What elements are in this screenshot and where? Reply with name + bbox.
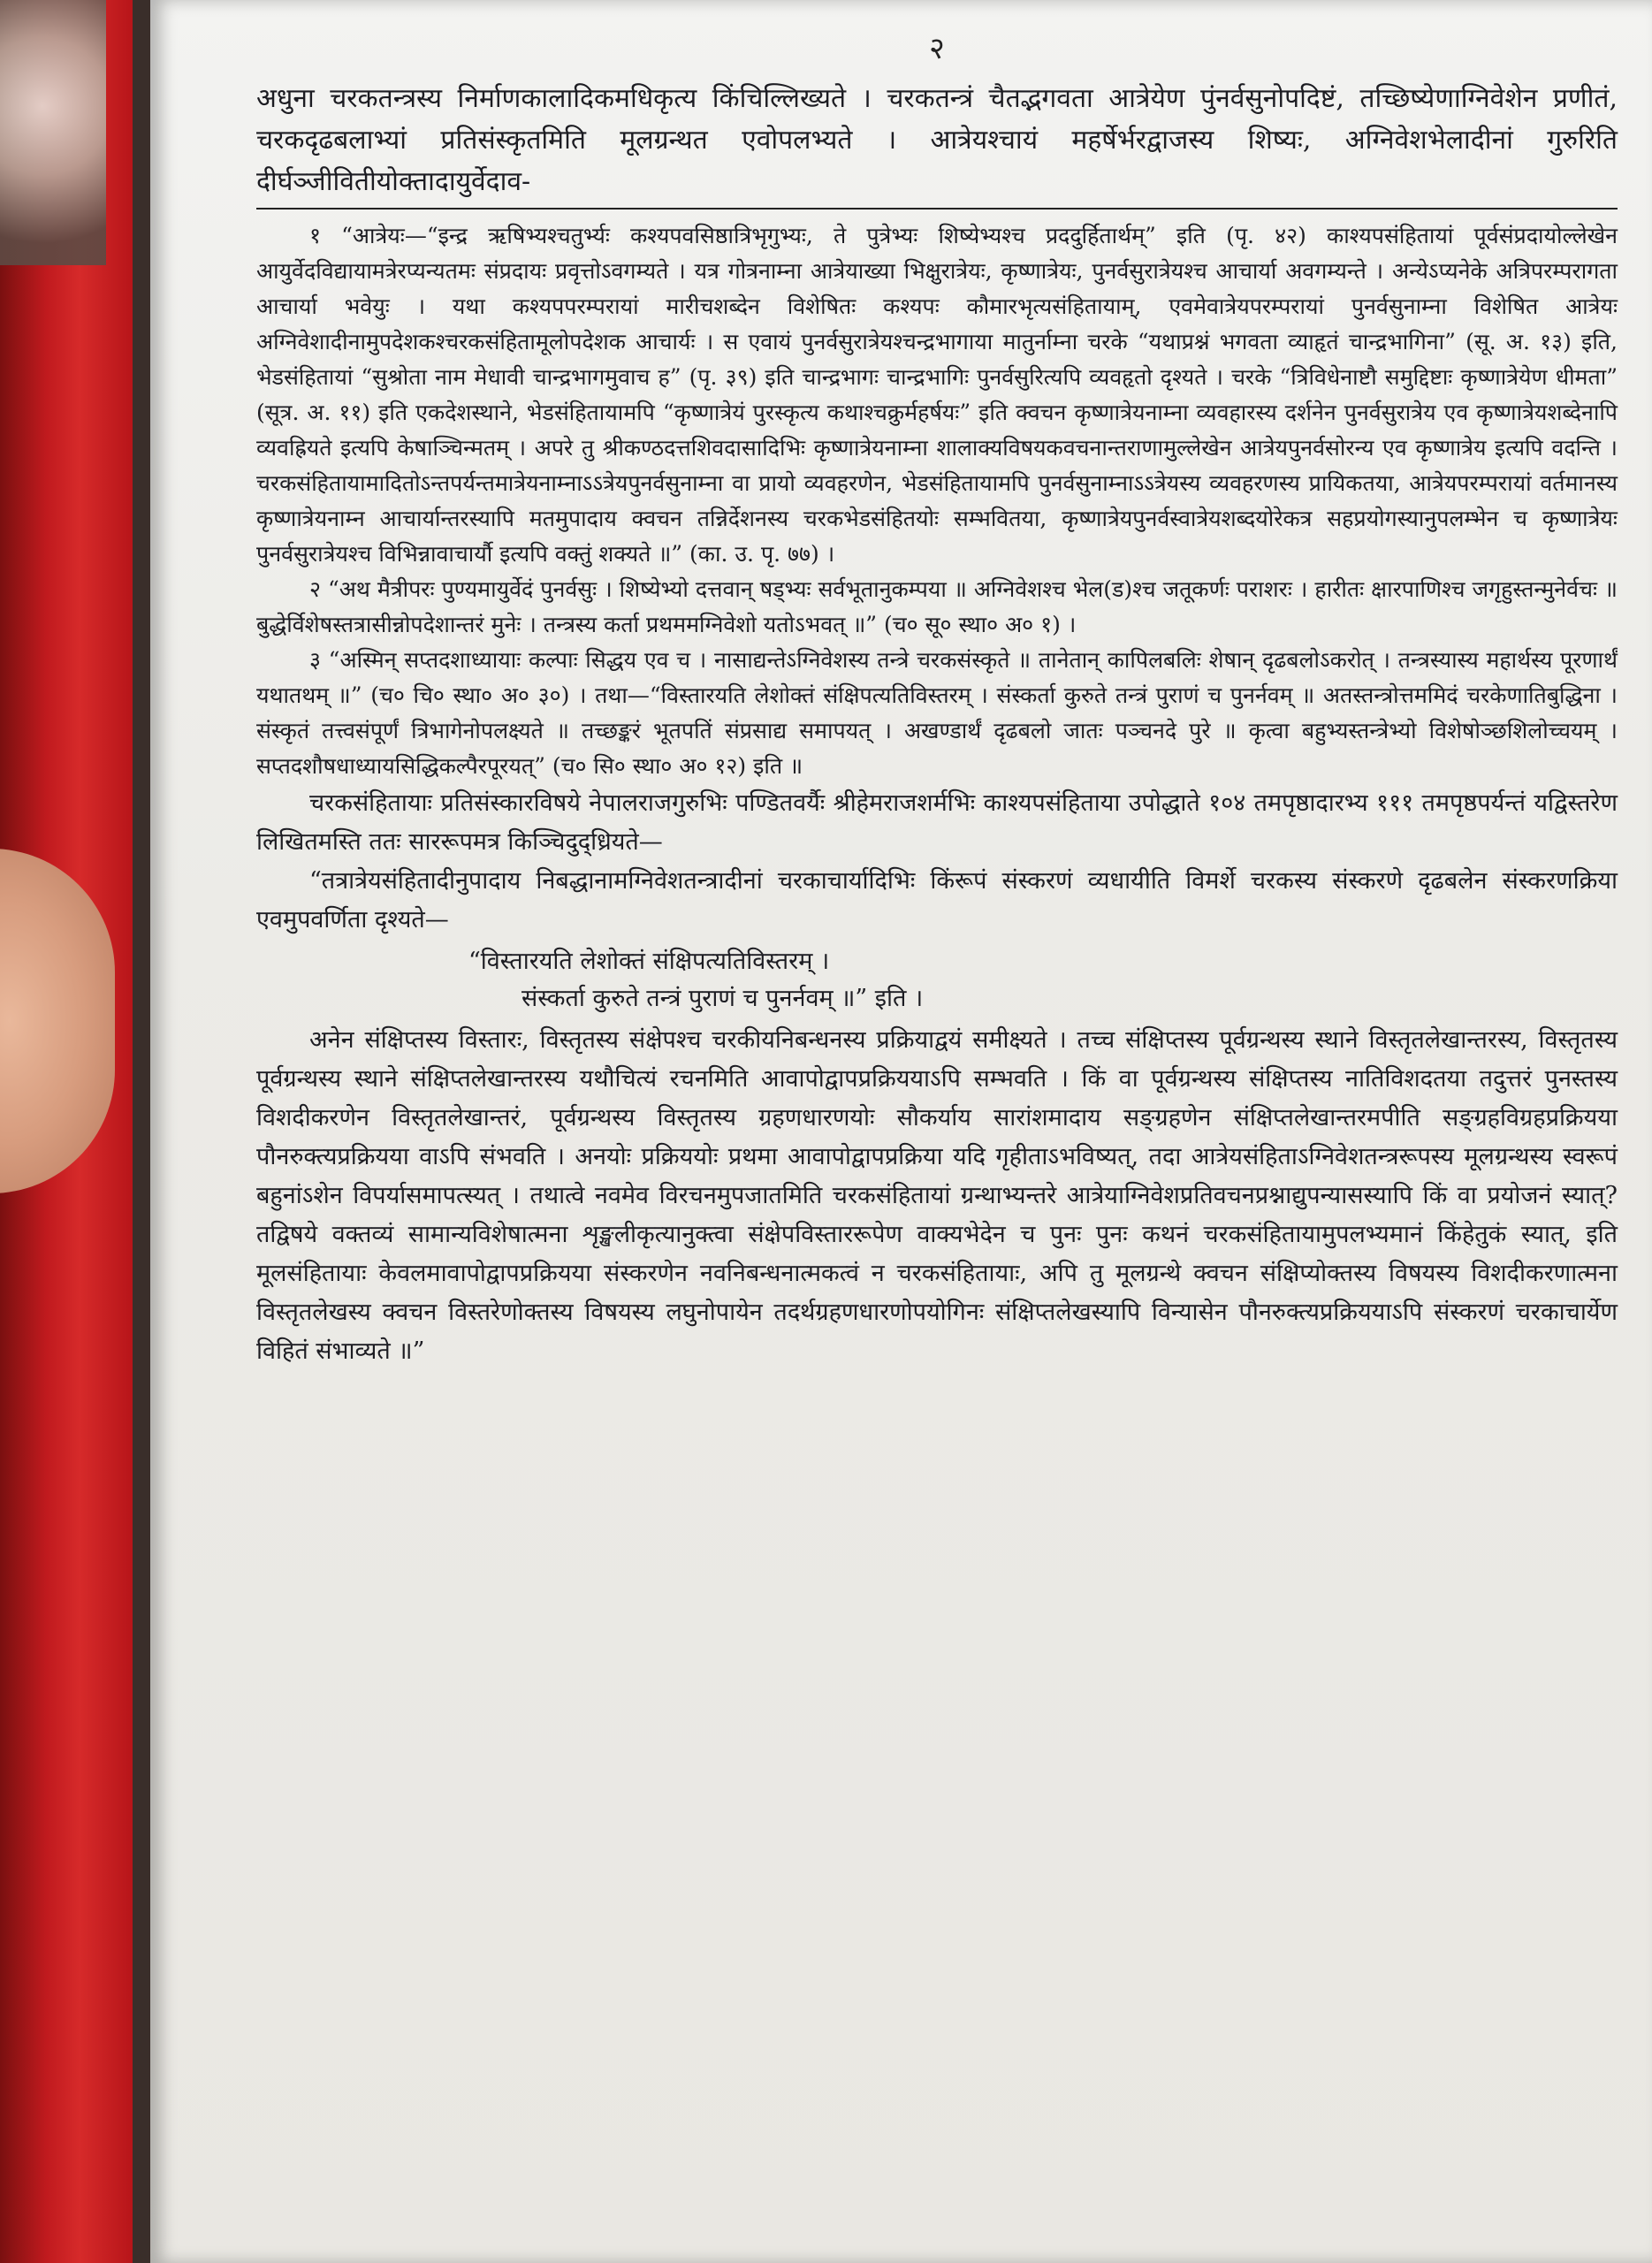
footnote-1: १ “आत्रेयः—“इन्द्र ऋषिभ्यश्चतुर्भ्यः कश्यपवसिष्ठात्रिभृगुभ्यः, ते पुत्रेभ्यः शिष्येभ्यश्च प्रददुर्हितार्थम्” इति (पृ. ४२) काश्यपसंहितायां पूर्वसंप्रदायोल्लेखेन आयुर्वेदविद्यायामत्रेरप्यन्यतमः संप्रदायः प्रवृत्तोऽवगम्यते । यत्र गोत्रनाम्ना आत्रेयाख्या भिक्षुरात्रेयः, कृष्णात्रेयः, पुनर्वसुरात्रेयश्च आचार्या अवगम्यन्ते । अन्येऽप्यनेके अत्रिपरम्परागता आचार्या भवेयुः । यथा कश्यपपरम्परायां मारीचशब्देन विशेषितः कश्यपः कौमारभृत्यसंहितायाम्, एवमेवात्रेयपरम्परायां पुनर्वसुनाम्ना विशेषित आत्रेयः अग्निवेशादीनामुपदेशकश्चरकसंहितामूलोपदेशक आचार्यः । स एवायं पुनर्वसुरात्रेयश्चन्द्रभागाया मातुर्नाम्ना चरके “यथाप्रश्नं भगवता व्याहृतं चान्द्रभागिना” (सू. अ. १३) इति, भेडसंहितायां “सुश्रोता नाम मेधावी चान्द्रभागमुवाच ह” (पृ. ३९) इति चान्द्रभागः चान्द्रभागिः पुनर्वसुरित्यपि व्यवहृतो दृश्यते । चरके “त्रिविधेनाष्टौ समुद्दिष्टाः कृष्णात्रेयेण धीमता” (सूत्र. अ. ११) इति एकदेशस्थाने, भेडसंहितायामपि “कृष्णात्रेयं पुरस्कृत्य कथाश्चक्रुर्महर्षयः” इति क्वचन कृष्णात्रेयनाम्ना व्यवहारस्य दर्शनेन पुनर्वसुरात्रेय एव कृष्णात्रेयशब्देनापि व्यवह्रियते इत्यपि केषाञ्चिन्मतम् । अपरे तु श्रीकण्ठदत्तशिवदासादिभिः कृष्णात्रेयनाम्ना शालाक्यविषयकवचनान्तराणामुल्लेखेन आत्रेयपुनर्वसोरन्य एव कृष्णात्रेय इत्यपि वदन्ति । चरकसंहितायामादितोऽन्तपर्यन्तमात्रेयनाम्नाऽऽत्रेयपुनर्वसुनाम्ना वा प्रायो व्यवहरणेन, भेडसंहितायामपि पुनर्वसुनाम्नाऽऽत्रेयस्य व्यवहरणस्य प्रायिकतया, आत्रेयपरम्परायां वर्तमानस्य कृष्णात्रेयनाम्न आचार्यान्तरस्यापि मतमुपादाय क्वचन तन्निर्देशनस्य चरकभेडसंहितयोः सम्भवितया, कृष्णात्रेयपुनर्वस्वात्रेयशब्दयोरेकत्र सहप्रयोगस्यानुपलम्भेन च कृष्णात्रेयः पुनर्वसुरात्रेयश्च विभिन्नावाचार्यौ इत्यपि वक्तुं शक्यते ॥” (का. उ. पृ. ७७) । (256, 223, 1618, 567)
footnotes-section (256, 218, 1618, 784)
verse-block (468, 943, 1618, 1017)
body-paragraph-2: “तत्रात्रेयसंहितादीनुपादाय निबद्धानामग्निवेशतन्त्रादीनां चरकाचार्यादिभिः किंरूपं संस्करणं व्यधायीति विमर्शे चरकस्य संस्करणे दृढबलेन संस्करणक्रिया एवमुपवर्णिता दृश्यते— (256, 867, 1618, 933)
book-page (150, 0, 1652, 2263)
footnote-2: २ “अथ मैत्रीपरः पुण्यमायुर्वेदं पुनर्वसुः । शिष्येभ्यो दत्तवान् षड्भ्यः सर्वभूतानुकम्पया ॥ अग्निवेशश्च भेल(ड)श्च जतूकर्णः पराशरः । हारीतः क्षारपाणिश्च जगृहुस्तन्मुनेर्वचः ॥ बुद्धेर्विशेषस्तत्रासीन्नोपदेशान्तरं मुनेः । तन्त्रस्य कर्ता प्रथममग्निवेशो यतोऽभवत् ॥” (च० सू० स्था० अ० १) । (256, 576, 1618, 637)
page-number: २ (929, 31, 945, 66)
footnote-3: ३ “अस्मिन् सप्तदशाध्यायाः कल्पाः सिद्धय एव च । नासाद्यन्तेऽग्निवेशस्य तन्त्रे चरकसंस्कृते ॥ तानेतान् कापिलबलिः शेषान् दृढबलोऽकरोत् । तन्त्रस्यास्य महार्थस्य पूरणार्थं यथातथम् ॥” (च० चि० स्था० अ० ३०) । तथा—“विस्तारयति लेशोक्तं संक्षिपत्यतिविस्तरम् । संस्कर्ता कुरुते तन्त्रं पुराणं च पुनर्नवम् ॥ अतस्तन्त्रोत्तममिदं चरकेणातिबुद्धिना । संस्कृतं तत्त्वसंपूर्णं त्रिभागेनोपलक्ष्यते ॥ तच्छङ्करं भूतपतिं संप्रसाद्य समापयत् । अखण्डार्थं दृढबलो जातः पञ्चनदे पुरे ॥ कृत्वा बहुभ्यस्तन्त्रेभ्यो विशेषोञ्छशिलोच्चयम् । सप्तदशौषधाध्यायसिद्धिकल्पैरपूरयत्” (च० सि० स्था० अ० १२) इति ॥ (256, 647, 1618, 779)
background-object (0, 0, 106, 265)
footnote-divider (256, 208, 1618, 210)
body-paragraph-3: अनेन संक्षिप्तस्य विस्तारः, विस्तृतस्य संक्षेपश्च चरकीयनिबन्धनस्य प्रक्रियाद्वयं समीक्ष्यते । तच्च संक्षिप्तस्य पूर्वग्रन्थस्य स्थाने विस्तृतलेखान्तरस्य, विस्तृतस्य पूर्वग्रन्थस्य स्थाने संक्षिप्तलेखान्तरस्य यथौचित्यं रचनमिति आवापोद्वापप्रक्रिययाऽपि सम्भवति । किं वा पूर्वग्रन्थस्य संक्षिप्तस्य नातिविशदतया तदुत्तरं पुनस्तस्य विशदीकरणेन विस्तृतलेखान्तरं, पूर्वग्रन्थस्य विस्तृतस्य ग्रहणधारणयोः सौकर्याय सारांशमादाय सङ्ग्रहणेन संक्षिप्तलेखान्तरमपीति सङ्ग्रहविग्रहप्रक्रियया पौनरुक्त्यप्रक्रियया वाऽपि संभवति । अनयोः प्रक्रिययोः प्रथमा आवापोद्वापप्रक्रिया यदि गृहीताऽभविष्यत्, तदा आत्रेयसंहिताऽग्निवेशतन्त्ररूपस्य मूलग्रन्थस्य स्वरूपं बहुनांऽशेन विपर्यासमापत्स्यत् । तथात्वे नवमेव विरचनमुपजातमिति चरकसंहितायां ग्रन्थाभ्यन्तरे आत्रेयाग्निवेशप्रतिवचनप्रश्नाद्युपन्यासस्यापि किं वा प्रयोजनं स्यात्? तद्विषये वक्तव्यं सामान्यविशेषात्मना शृङ्खलीकृत्यानुक्त्वा संक्षेपविस्ताररूपेण वाक्यभेदेन च पुनः पुनः कथनं चरकसंहितायामुपलभ्यमानं किंहेतुकं स्यात्, इति मूलसंहितायाः केवलमावापोद्वापप्रक्रियया संस्करणेन नवनिबन्धनात्मकत्वं न चरकसंहितायाः, अपि तु मूलग्रन्थे क्वचन संक्षिप्योक्तस्य विषयस्य विशदीकरणात्मना विस्तृतलेखस्य क्वचन विस्तरेणोक्तस्य विषयस्य लघुनोपायेन तदर्थग्रहणधारणोपयोगिनः संक्षिप्तलेखस्यापि विन्यासेन पौनरुक्त्यप्रक्रिययाऽपि संस्करणं चरकाचार्येण विहितं संभाव्यते ॥” (256, 1026, 1618, 1365)
body-paragraph-1: चरकसंहितायाः प्रतिसंस्कारविषये नेपालराजगुरुभिः पण्डितवर्यैः श्रीहेमराजशर्मभिः काश्यपसंहिताया उपोद्धाते १०४ तमपृष्ठादारभ्य १११ तमपृष्ठपर्यन्तं यद्विस्तरेण लिखितमस्ति ततः साररूपमत्र किञ्चिदुद्ध्रियते— (256, 789, 1618, 856)
verse-line-1: “विस्तारयति लेशोक्तं संक्षिपत्यतिविस्तरम् । (468, 948, 830, 975)
intro-paragraph: अधुना चरकतन्त्रस्य निर्माणकालादिकमधिकृत्य किंचिल्लिख्यते । चरकतन्त्रं चैतद्भगवता आत्रेयेण पुंनर्वसुनोपदिष्टं, तच्छिष्येणाग्निवेशेन प्रणीतं, चरकदृढबलाभ्यां प्रतिसंस्कृतमिति मूलग्रन्थत एवोपलभ्यते । आत्रेयश्चायं महर्षेर्भरद्वाजस्य शिष्यः, अग्निवेशभेलादीनां गुरुरिति दीर्घञ्जीवितीयोक्तादायुर्वेदाव- (256, 83, 1618, 197)
body-section (256, 784, 1618, 1371)
intro-section (256, 78, 1618, 202)
verse-line-2: संस्कर्ता कुरुते तन्त्रं पुराणं च पुनर्नवम् ॥” इति । (521, 985, 924, 1012)
page-content (256, 27, 1618, 1371)
